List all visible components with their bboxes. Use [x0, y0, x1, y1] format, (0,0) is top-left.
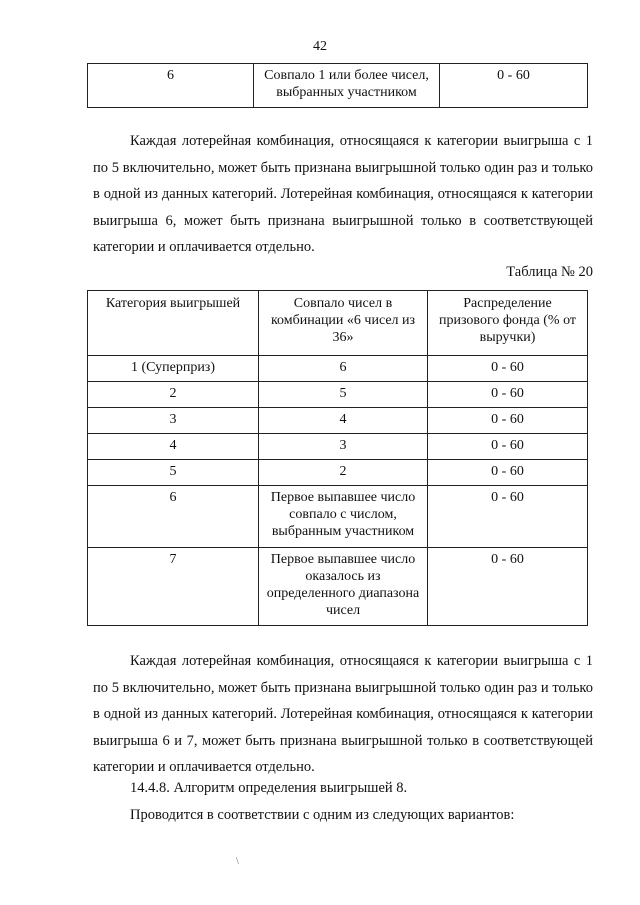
table-row	[88, 64, 588, 108]
table-cell: 5	[259, 382, 428, 408]
header-cell: Категория выигрышей	[88, 291, 259, 356]
section-heading: 14.4.8. Алгоритм определения выигрышей 8.	[130, 780, 408, 796]
table-cell: 3	[88, 408, 259, 434]
table-cell: Первое выпавшее число оказалось из определенного диапазона чисел	[259, 548, 428, 626]
table-cell: 0 - 60	[428, 434, 588, 460]
table-cell: 0 - 60	[428, 486, 588, 548]
paragraph-2	[93, 648, 593, 781]
table-cell: 0 - 60	[428, 382, 588, 408]
table-caption: Таблица № 20	[506, 264, 593, 280]
stray-mark: \	[236, 856, 239, 867]
table-cell: 0 - 60	[440, 64, 588, 108]
table-cell: 2	[88, 382, 259, 408]
page-number: 42	[313, 39, 327, 54]
table-cell: 3	[259, 434, 428, 460]
table-row	[88, 408, 588, 434]
table-cell: 0 - 60	[428, 548, 588, 626]
paragraph-1-text: Каждая лотерейная комбинация, относящаяся к категории выигрыша с 1 по 5 включительно, может быть признана выигрышной только один раз и только в одной из данных категорий. Лотерейная комбинация, относящаяся к категории выигрыша 6, может быть признана выигрышной только в соответствующей категории и оплачивается отдельно.	[93, 133, 593, 255]
table-row	[88, 356, 588, 382]
table-cell: 5	[88, 460, 259, 486]
carryover-table	[87, 63, 588, 108]
header-cell: Распределение призового фонда (% от выручки)	[428, 291, 588, 356]
paragraph-1	[93, 128, 593, 261]
table-row	[88, 434, 588, 460]
table-cell: 4	[88, 434, 259, 460]
table-row	[88, 486, 588, 548]
table-cell: 6	[88, 64, 254, 108]
table-cell: Совпало 1 или более чисел, выбранных участником	[254, 64, 440, 108]
table-cell: 4	[259, 408, 428, 434]
table-cell: 1 (Суперприз)	[88, 356, 259, 382]
table-cell: 0 - 60	[428, 460, 588, 486]
table-cell: 0 - 60	[428, 356, 588, 382]
table-cell: 6	[88, 486, 259, 548]
header-cell: Совпало чисел в комбинации «6 чисел из 36»	[259, 291, 428, 356]
paragraph-2-text: Каждая лотерейная комбинация, относящаяся к категории выигрыша с 1 по 5 включительно, может быть признана выигрышной только один раз и только в одной из данных категорий. Лотерейная комбинация, относящаяся к категории выигрыша 6 и 7, может быть признана выигрышной только в соответствующей категории и оплачивается отдельно.	[93, 653, 593, 775]
table-header-row	[88, 291, 588, 356]
section-text: Проводится в соответствии с одним из следующих вариантов:	[130, 807, 515, 823]
table-cell: 7	[88, 548, 259, 626]
table-row	[88, 548, 588, 626]
table-cell: 2	[259, 460, 428, 486]
prize-table	[87, 290, 588, 626]
table-row	[88, 382, 588, 408]
table-row	[88, 460, 588, 486]
table-cell: Первое выпавшее число совпало с числом, выбранным участником	[259, 486, 428, 548]
table-cell: 6	[259, 356, 428, 382]
table-cell: 0 - 60	[428, 408, 588, 434]
